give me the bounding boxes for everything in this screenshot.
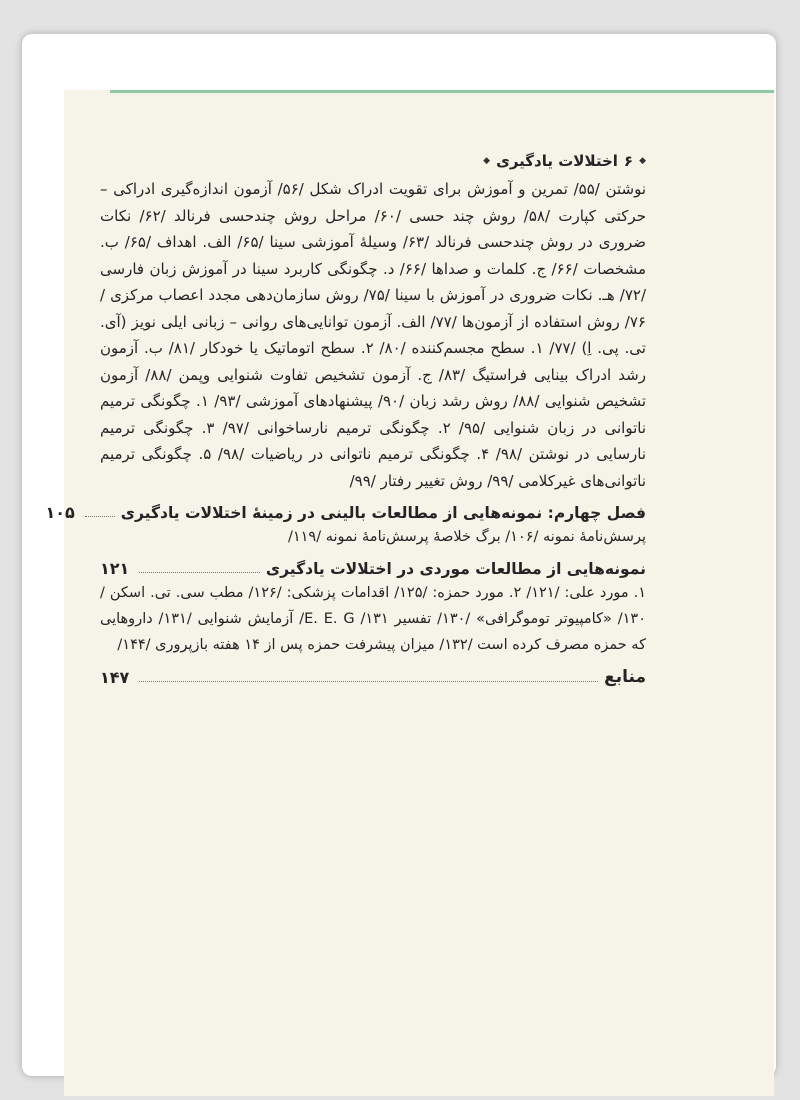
chapter-page-number: ۱۰۵ (45, 503, 75, 522)
references-page-number: ۱۴۷ (100, 668, 130, 687)
toc-content (45, 152, 647, 689)
chapter-title: نمونه‌هایی از مطالعات موردی در اختلالات یادگیری (265, 560, 646, 578)
page-frame (22, 34, 776, 1076)
leader-dots (139, 572, 260, 573)
leader-dots (139, 681, 598, 682)
ornament-icon: ◆ (639, 156, 646, 166)
toc-chapter-entry[interactable] (100, 559, 646, 578)
chapter-subentries: ۱. مورد علی: /۱۲۱/ ۲. مورد حمزه: /۱۲۵/ اقدامات پزشکی: /۱۲۶/ مطب سی. تی. اسکن /۱۳۰/ «کامپیوتر توموگرافی» /۱۳۰/ تفسیر E. E. G /۱۳۱/ آزمایش شنوایی /۱۳۱/ داروهایی که حمزه مصرف کرده است /۱۳۲/ میزان پیشرفت حمزه پس از ۱۴ هفته بازپروری /۱۴۴/ (100, 585, 646, 653)
running-title: اختلالات یادگیری (496, 152, 618, 170)
running-header (100, 152, 646, 170)
top-edge-line (110, 90, 774, 93)
page-number: ۶ (623, 152, 634, 170)
toc-references-entry[interactable] (100, 667, 646, 687)
chapter-title: فصل چهارم: نمونه‌هایی از مطالعات بالینی در زمینهٔ اختلالات یادگیری (120, 504, 646, 522)
toc-body-paragraph: نوشتن /۵۵/ تمرین و آموزش برای تقویت ادراک شکل /۵۶/ آزمون اندازه‌گیری ادراکی – حرکتی کپارت /۵۸/ روش چند حسی /۶۰/ مراحل روش چندحسی فرنالد /۶۲/ نکات ضروری در روش چندحسی فرنالد /۶۳/ وسیلهٔ آموزشی سینا /۶۵/ الف. اهداف /۶۵/ ب. مشخصات /۶۶/ ج. کلمات و صداها /۶۶/ د. چگونگی کاربرد سینا در آموزش زبان فارسی /۷۲/ هـ. نکات ضروری در آموزش با سینا /۷۵/ روش سازمان‌دهی مجدد اعصاب مرکزی /۷۶/ روش استفاده از آزمون‌ها /۷۷/ الف. آزمون توانایی‌های روانی – زبانی ایلی نویز (آی. تی. پی. اِ) /۷۷/ ۱. سطح مجسم‌کننده /۸۰/ ۲. سطح اتوماتیک یا خودکار /۸۱/ ب. آزمون رشد ادراک بینایی فراستیگ /۸۳/ ج. آزمون تشخیص تفاوت شنوایی وپمن /۸۸/ آزمون تشخیص شنوایی /۸۸/ روش رشد زبان /۹۰/ پیشنهادهای آموزشی /۹۳/ ۱. چگونگی ترمیم ناتوانی در زبان شنوایی /۹۵/ ۲. چگونگی ترمیم نارساخوانی /۹۷/ ۳. چگونگی ترمیم نارسایی در نوشتن /۹۸/ ۴. چگونگی ترمیم ناتوانی در ریاضیات /۹۸/ ۵. چگونگی ترمیم ناتوانی‌های غیرکلامی /۹۹/ روش تغییر رفتار /۹۹/ (100, 180, 647, 490)
references-title: منابع (604, 667, 646, 687)
leader-dots (85, 516, 115, 517)
ornament-icon: ◆ (483, 156, 491, 166)
toc-chapter-entry[interactable] (45, 503, 646, 522)
chapter-subentries: پرسش‌نامهٔ نمونه /۱۰۶/ برگ خلاصهٔ پرسش‌نامهٔ نمونه /۱۱۹/ (287, 529, 646, 545)
chapter-page-number: ۱۲۱ (100, 559, 130, 578)
scanned-page (45, 90, 774, 1096)
